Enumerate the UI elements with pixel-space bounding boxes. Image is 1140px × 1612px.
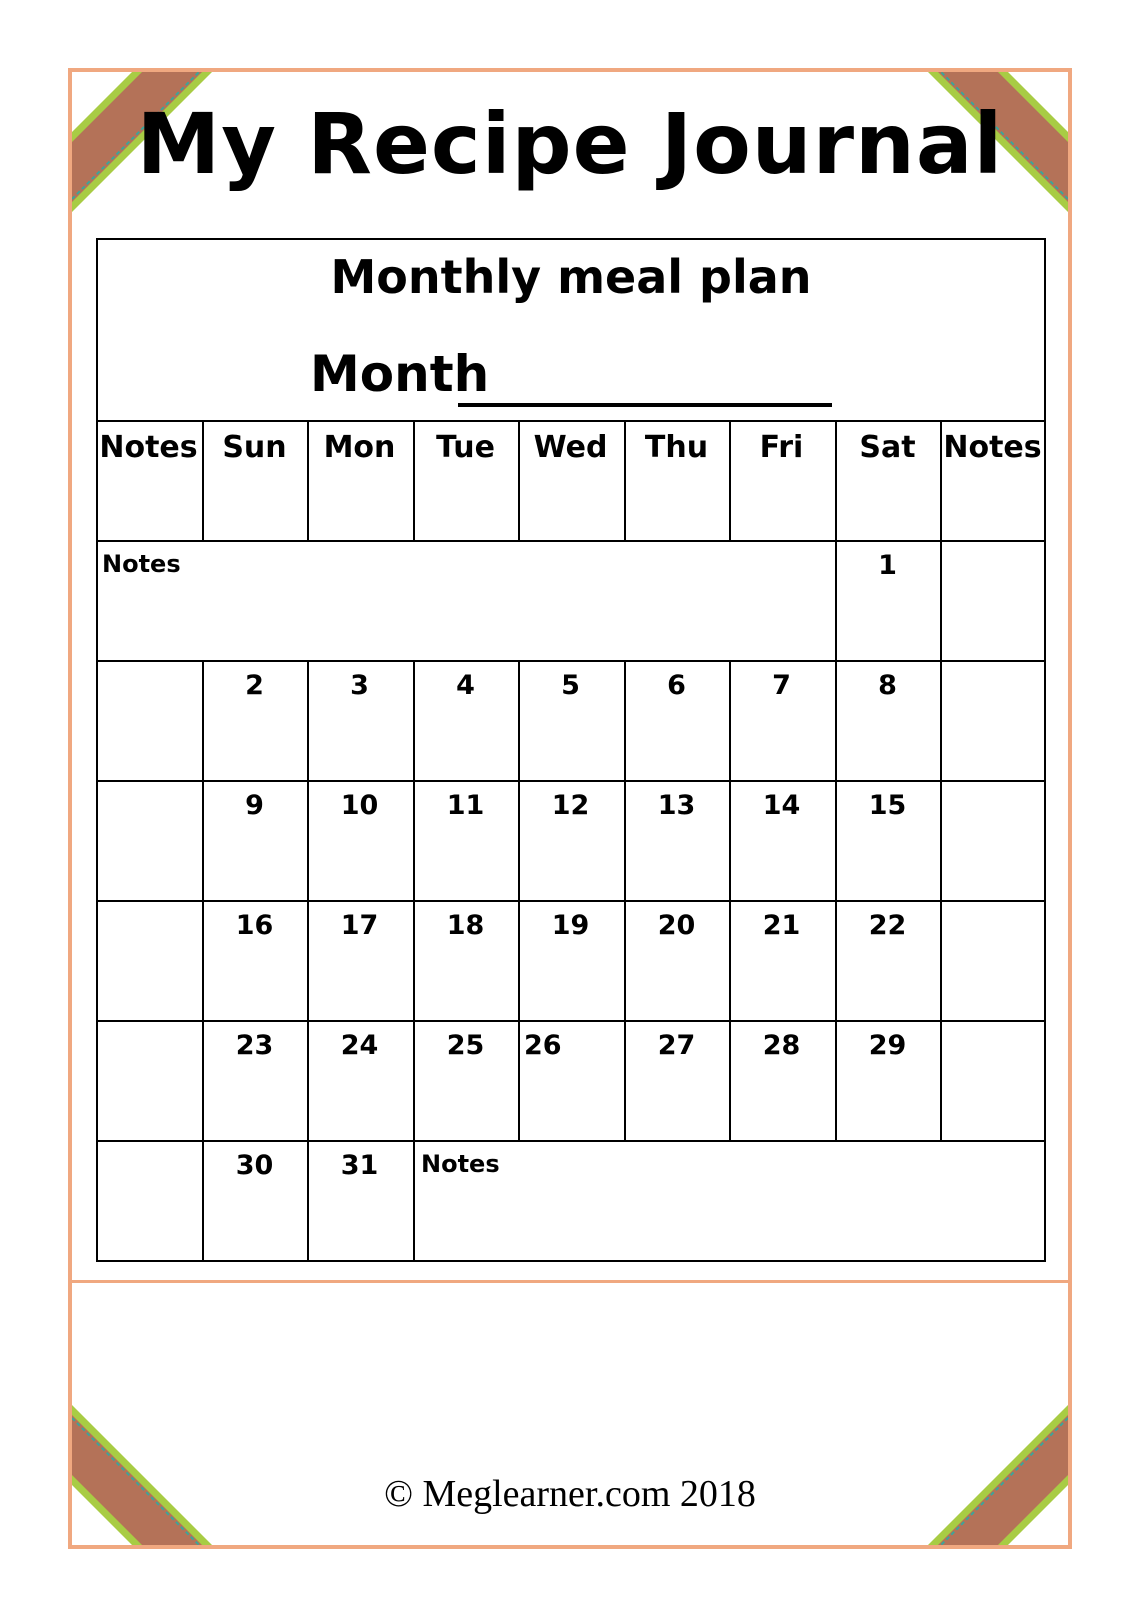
- day-number-19[interactable]: 19: [551, 910, 590, 941]
- day-number-1[interactable]: 1: [878, 550, 897, 581]
- grid-row-line: [96, 420, 1046, 422]
- day-number-24[interactable]: 24: [340, 1030, 379, 1061]
- day-number-6[interactable]: 6: [667, 670, 686, 701]
- day-number-14[interactable]: 14: [762, 790, 801, 821]
- grid-col-line: [940, 540, 942, 660]
- grid-row-line: [96, 1140, 1046, 1142]
- grid-col-line: [940, 1020, 942, 1140]
- day-number-22[interactable]: 22: [868, 910, 907, 941]
- day-number-10[interactable]: 10: [340, 790, 379, 821]
- day-number-30[interactable]: 30: [235, 1150, 274, 1181]
- month-label: Month: [310, 345, 490, 403]
- day-number-8[interactable]: 8: [878, 670, 897, 701]
- header-day-thu: Thu: [644, 430, 709, 465]
- grid-row-line: [96, 1020, 1046, 1022]
- notes-label-bottom: Notes: [421, 1150, 500, 1178]
- day-number-4[interactable]: 4: [456, 670, 475, 701]
- grid-row-line: [96, 780, 1046, 782]
- corner-ribbon-bottom-left: [72, 1395, 222, 1545]
- day-number-13[interactable]: 13: [657, 790, 696, 821]
- day-number-2[interactable]: 2: [245, 670, 264, 701]
- header-day-tue: Tue: [436, 430, 495, 465]
- page-title: My Recipe Journal: [136, 95, 1004, 193]
- header-notes-left: Notes: [99, 430, 198, 465]
- grid-row-line: [96, 660, 1046, 662]
- grid-col-line: [940, 780, 942, 900]
- grid-col-line: [940, 900, 942, 1020]
- day-number-9[interactable]: 9: [245, 790, 264, 821]
- day-number-18[interactable]: 18: [446, 910, 485, 941]
- day-number-28[interactable]: 28: [762, 1030, 801, 1061]
- grid-row-line: [96, 900, 1046, 902]
- grid-subtitle: Monthly meal plan: [330, 250, 812, 304]
- header-day-fri: Fri: [759, 430, 804, 465]
- copyright-footer: © Meglearner.com 2018: [384, 1473, 756, 1515]
- grid-col-line: [940, 660, 942, 780]
- day-number-12[interactable]: 12: [551, 790, 590, 821]
- day-number-3[interactable]: 3: [350, 670, 369, 701]
- header-day-wed: Wed: [533, 430, 608, 465]
- corner-ribbon-bottom-right: [918, 1395, 1068, 1545]
- header-day-sat: Sat: [859, 430, 916, 465]
- day-number-17[interactable]: 17: [340, 910, 379, 941]
- day-number-29[interactable]: 29: [868, 1030, 907, 1061]
- header-day-mon: Mon: [323, 430, 396, 465]
- day-number-7[interactable]: 7: [772, 670, 791, 701]
- day-number-31[interactable]: 31: [340, 1150, 379, 1181]
- header-day-sun: Sun: [222, 430, 287, 465]
- header-notes-right: Notes: [943, 430, 1042, 465]
- day-number-15[interactable]: 15: [868, 790, 907, 821]
- day-number-21[interactable]: 21: [762, 910, 801, 941]
- day-number-26[interactable]: 26: [524, 1030, 562, 1061]
- footer-divider: [72, 1280, 1068, 1283]
- day-number-20[interactable]: 20: [657, 910, 696, 941]
- grid-col-line: [413, 1140, 415, 1262]
- grid-col-line: [518, 1020, 520, 1140]
- day-number-25[interactable]: 25: [446, 1030, 485, 1061]
- day-number-23[interactable]: 23: [235, 1030, 274, 1061]
- notes-label-top: Notes: [102, 550, 181, 578]
- day-number-16[interactable]: 16: [235, 910, 274, 941]
- day-number-11[interactable]: 11: [446, 790, 485, 821]
- day-number-27[interactable]: 27: [657, 1030, 696, 1061]
- month-write-line[interactable]: [458, 403, 832, 407]
- meal-plan-grid: [96, 238, 1046, 1262]
- grid-row-line: [96, 540, 1046, 542]
- day-number-5[interactable]: 5: [561, 670, 580, 701]
